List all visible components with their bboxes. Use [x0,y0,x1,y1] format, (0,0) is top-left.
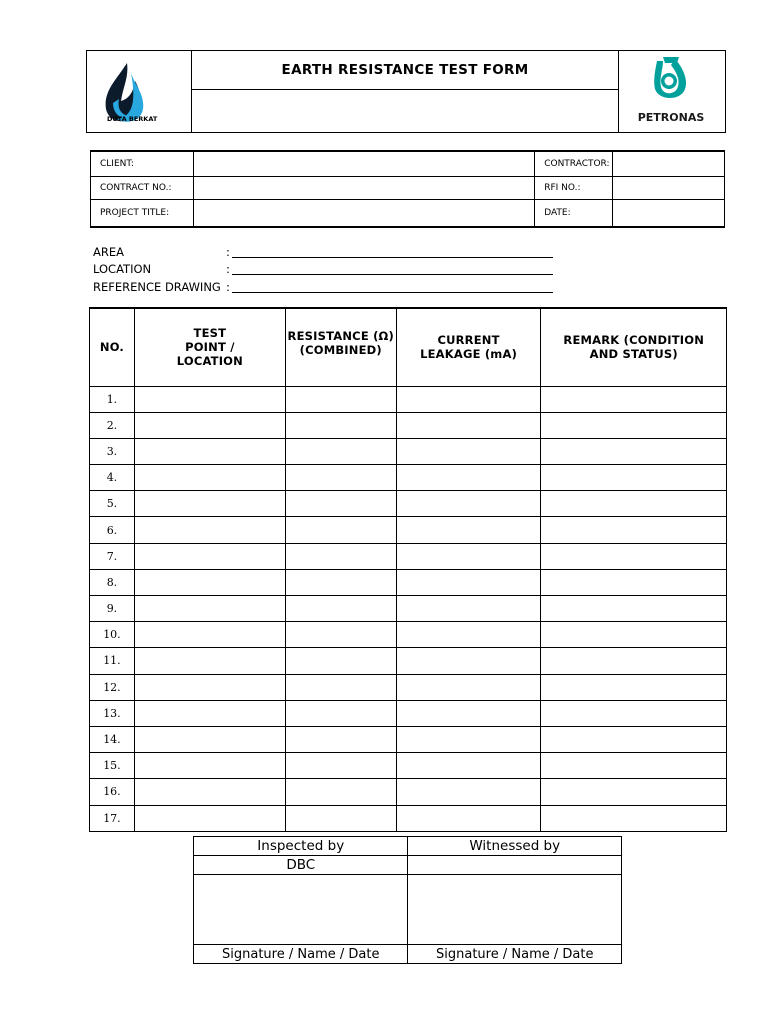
test-point-cell[interactable] [134,805,285,831]
remark-cell[interactable] [541,753,727,779]
table-row [90,648,727,674]
location-colon: : [226,262,230,276]
reference-drawing-label: REFERENCE DRAWING [93,280,221,294]
current-leakage-cell[interactable] [396,648,541,674]
current-leakage-cell[interactable] [396,700,541,726]
resistance-cell[interactable] [285,386,396,412]
current-leakage-cell[interactable] [396,465,541,491]
inspector-signature-caption: Signature / Name / Date [194,945,408,964]
table-row [90,779,727,805]
table-row [90,622,727,648]
current-leakage-cell[interactable] [396,517,541,543]
row-number: 4. [90,465,135,491]
resistance-cell[interactable] [285,412,396,438]
table-row [90,465,727,491]
current-leakage-header-text: CURRENT LEAKAGE (mA) [420,333,518,361]
col-header-resistance [285,308,396,386]
row-number: 8. [90,569,135,595]
area-label: AREA [93,245,124,259]
current-leakage-cell[interactable] [396,674,541,700]
test-point-cell[interactable] [134,726,285,752]
row-number: 6. [90,517,135,543]
test-point-cell[interactable] [134,543,285,569]
current-leakage-cell[interactable] [396,569,541,595]
petronas-emblem-icon [619,51,723,111]
col-header-current-leakage [396,308,541,386]
date-field[interactable] [613,199,725,227]
duta-berkat-logo-text: DUTA BERKAT [107,115,158,123]
remark-cell[interactable] [541,412,727,438]
current-leakage-cell[interactable] [396,596,541,622]
current-leakage-cell[interactable] [396,543,541,569]
table-row [194,945,622,964]
row-number: 11. [90,648,135,674]
current-leakage-cell[interactable] [396,491,541,517]
table-row [90,596,727,622]
resistance-cell[interactable] [285,622,396,648]
table-row [90,805,727,831]
resistance-cell[interactable] [285,596,396,622]
table-row [194,856,622,875]
row-number: 7. [90,543,135,569]
signature-table [193,836,622,964]
rfi-no-field[interactable] [613,176,725,199]
row-number: 10. [90,622,135,648]
area-colon: : [226,245,230,259]
witness-signature-caption: Signature / Name / Date [408,945,622,964]
col-header-remark [541,308,727,386]
resistance-cell[interactable] [285,779,396,805]
form-title: EARTH RESISTANCE TEST FORM [191,51,619,90]
witnessed-org-field[interactable] [408,856,622,875]
remark-cell[interactable] [541,674,727,700]
row-number: 15. [90,753,135,779]
test-point-cell[interactable] [134,700,285,726]
title-subcell [191,90,619,132]
resistance-cell[interactable] [285,517,396,543]
resistance-cell[interactable] [285,465,396,491]
resistance-cell[interactable] [285,569,396,595]
row-number: 16. [90,779,135,805]
current-leakage-cell[interactable] [396,412,541,438]
col-header-no: NO. [90,308,135,386]
area-field[interactable] [232,257,553,258]
current-leakage-cell[interactable] [396,753,541,779]
test-point-cell[interactable] [134,386,285,412]
table-row [90,412,727,438]
remark-cell[interactable] [541,648,727,674]
row-number: 1. [90,386,135,412]
resistance-cell[interactable] [285,438,396,464]
test-point-header-text: TEST POINT / LOCATION [176,326,243,369]
remark-cell[interactable] [541,622,727,648]
table-row [90,674,727,700]
current-leakage-cell[interactable] [396,805,541,831]
inspected-by-label: Inspected by [194,837,408,856]
table-row [90,726,727,752]
remark-cell[interactable] [541,726,727,752]
client-label: CLIENT: [91,151,194,176]
rfi-no-label: RFI NO.: [535,176,613,199]
col-header-test-point [134,308,285,386]
table-row [90,753,727,779]
resistance-cell[interactable] [285,700,396,726]
table-header-row [90,308,727,386]
test-point-cell[interactable] [134,648,285,674]
contractor-label: CONTRACTOR: [535,151,613,176]
remark-cell[interactable] [541,517,727,543]
resistance-cell[interactable] [285,648,396,674]
test-point-cell[interactable] [134,491,285,517]
table-row [90,700,727,726]
row-number: 13. [90,700,135,726]
duta-berkat-logo [87,51,192,132]
table-row [90,386,727,412]
test-point-cell[interactable] [134,412,285,438]
table-row [90,543,727,569]
remark-cell[interactable] [541,596,727,622]
reference-drawing-field[interactable] [232,292,553,293]
test-point-cell[interactable] [134,622,285,648]
remark-cell[interactable] [541,543,727,569]
project-title-field[interactable] [193,199,534,227]
remark-cell[interactable] [541,438,727,464]
test-point-cell[interactable] [134,569,285,595]
contract-no-label: CONTRACT NO.: [91,176,194,199]
row-number: 17. [90,805,135,831]
resistance-cell[interactable] [285,726,396,752]
resistance-cell[interactable] [285,491,396,517]
contract-no-field[interactable] [193,176,534,199]
contractor-field[interactable] [613,151,725,176]
table-row [91,176,725,199]
remark-cell[interactable] [541,805,727,831]
table-row [194,837,622,856]
remark-cell[interactable] [541,491,727,517]
table-row [90,569,727,595]
current-leakage-cell[interactable] [396,779,541,805]
remark-cell[interactable] [541,779,727,805]
drawing-colon: : [226,280,230,294]
remark-cell[interactable] [541,386,727,412]
row-number: 3. [90,438,135,464]
table-row [91,151,725,176]
resistance-cell[interactable] [285,543,396,569]
table-row [91,199,725,227]
form-header [86,50,726,133]
test-point-cell[interactable] [134,517,285,543]
resistance-cell[interactable] [285,753,396,779]
inspected-org-label: DBC [194,856,408,875]
current-leakage-cell[interactable] [396,386,541,412]
current-leakage-cell[interactable] [396,438,541,464]
row-number: 5. [90,491,135,517]
petronas-logo-text: PETRONAS [637,111,705,124]
test-point-cell[interactable] [134,465,285,491]
test-point-cell[interactable] [134,438,285,464]
location-label: LOCATION [93,262,152,276]
test-point-cell[interactable] [134,753,285,779]
current-leakage-cell[interactable] [396,726,541,752]
current-leakage-cell[interactable] [396,622,541,648]
inspector-signature-box[interactable] [194,875,408,945]
project-title-label: PROJECT TITLE: [91,199,194,227]
table-row [194,875,622,945]
table-row [90,491,727,517]
row-number: 2. [90,412,135,438]
remark-cell[interactable] [541,465,727,491]
resistance-cell[interactable] [285,805,396,831]
row-number: 14. [90,726,135,752]
resistance-header-text: RESISTANCE (Ω) (COMBINED) [287,329,394,357]
test-results-table [89,307,727,832]
remark-cell[interactable] [541,569,727,595]
date-label: DATE: [535,199,613,227]
table-row [90,438,727,464]
petronas-logo [618,51,725,132]
project-info-table [90,150,725,228]
resistance-cell[interactable] [285,674,396,700]
test-point-cell[interactable] [134,596,285,622]
test-point-cell[interactable] [134,779,285,805]
row-number: 12. [90,674,135,700]
witness-signature-box[interactable] [408,875,622,945]
remark-header-text: REMARK (CONDITION AND STATUS) [563,333,705,361]
table-row [90,517,727,543]
client-field[interactable] [193,151,534,176]
witnessed-by-label: Witnessed by [408,837,622,856]
row-number: 9. [90,596,135,622]
remark-cell[interactable] [541,700,727,726]
location-field[interactable] [232,274,553,275]
test-point-cell[interactable] [134,674,285,700]
